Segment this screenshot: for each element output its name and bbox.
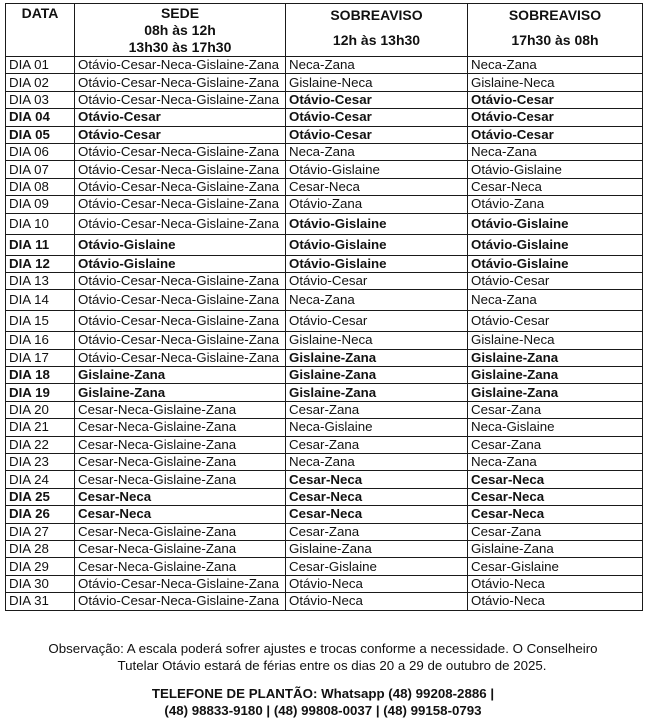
sede-cell: Cesar-Neca-Gislaine-Zana: [75, 523, 286, 540]
sobreaviso-night-cell: Cesar-Zana: [468, 436, 643, 453]
sobreaviso-night-cell: Neca-Zana: [468, 454, 643, 471]
sobreaviso-night-cell: Cesar-Neca: [468, 488, 643, 505]
sobreaviso-midday-cell: Gislaine-Neca: [286, 332, 468, 349]
sobreaviso-night-cell: Neca-Zana: [468, 57, 643, 74]
sobreaviso-midday-cell: Neca-Zana: [286, 290, 468, 311]
sede-cell: Otávio-Cesar-Neca-Gislaine-Zana: [75, 213, 286, 234]
table-row: [6, 74, 643, 91]
observation-line-1: Observação: A escala poderá sofrer ajustes e trocas conforme a necessidade. O Conselheiro: [48, 641, 598, 656]
sede-cell: Cesar-Neca-Gislaine-Zana: [75, 540, 286, 557]
sobreaviso-night-cell: Gislaine-Zana: [468, 540, 643, 557]
sobreaviso-night-cell: Cesar-Gislaine: [468, 558, 643, 575]
sede-cell: Otávio-Cesar: [75, 109, 286, 126]
sede-cell: Otávio-Cesar-Neca-Gislaine-Zana: [75, 178, 286, 195]
sobreaviso-night-cell: Gislaine-Neca: [468, 74, 643, 91]
header-sede-time2: 13h30 às 17h30: [128, 39, 232, 55]
sobreaviso-night-cell: Otávio-Gislaine: [468, 255, 643, 272]
date-cell: DIA 14: [6, 290, 75, 311]
sobreaviso-midday-cell: Cesar-Zana: [286, 523, 468, 540]
table-row: [6, 575, 643, 592]
sede-cell: Otávio-Cesar: [75, 126, 286, 143]
table-row: [6, 143, 643, 160]
sede-cell: Otávio-Cesar-Neca-Gislaine-Zana: [75, 57, 286, 74]
duty-phone-info: [0, 685, 646, 719]
table-row: [6, 311, 643, 332]
table-row: [6, 506, 643, 523]
sobreaviso-midday-cell: Cesar-Gislaine: [286, 558, 468, 575]
header-sede-time1: 08h às 12h: [144, 22, 216, 38]
header-data: [6, 4, 75, 57]
sobreaviso-midday-cell: Otávio-Cesar: [286, 91, 468, 108]
duty-phone-line-1: TELEFONE DE PLANTÃO: Whatsapp (48) 99208-2886 |: [151, 686, 495, 701]
sede-cell: Otávio-Cesar-Neca-Gislaine-Zana: [75, 74, 286, 91]
sobreaviso-midday-cell: Cesar-Neca: [286, 488, 468, 505]
table-row: [6, 540, 643, 557]
sede-cell: Cesar-Neca-Gislaine-Zana: [75, 471, 286, 488]
sede-cell: Otávio-Gislaine: [75, 255, 286, 272]
sobreaviso-night-cell: Otávio-Gislaine: [468, 161, 643, 178]
table-row: [6, 419, 643, 436]
sobreaviso-midday-cell: Cesar-Neca: [286, 471, 468, 488]
date-cell: DIA 23: [6, 454, 75, 471]
sede-cell: Otávio-Cesar-Neca-Gislaine-Zana: [75, 161, 286, 178]
header-data-label: DATA: [21, 5, 59, 21]
date-cell: DIA 26: [6, 506, 75, 523]
sobreaviso-midday-cell: Gislaine-Zana: [286, 349, 468, 366]
date-cell: DIA 18: [6, 367, 75, 384]
sobreaviso-midday-cell: Gislaine-Zana: [286, 540, 468, 557]
table-row: [6, 349, 643, 366]
schedule-table: [5, 3, 643, 611]
sobreaviso-midday-cell: Otávio-Cesar: [286, 126, 468, 143]
date-cell: DIA 06: [6, 143, 75, 160]
sobreaviso-night-cell: Otávio-Gislaine: [468, 213, 643, 234]
table-row: [6, 367, 643, 384]
table-row: [6, 384, 643, 401]
sobreaviso-night-cell: Gislaine-Neca: [468, 332, 643, 349]
sede-cell: Cesar-Neca-Gislaine-Zana: [75, 401, 286, 418]
date-cell: DIA 15: [6, 311, 75, 332]
sede-cell: Otávio-Cesar-Neca-Gislaine-Zana: [75, 349, 286, 366]
sobreaviso-midday-cell: Neca-Zana: [286, 454, 468, 471]
sobreaviso-night-cell: Otávio-Gislaine: [468, 234, 643, 255]
date-cell: DIA 07: [6, 161, 75, 178]
sobreaviso-night-cell: Cesar-Neca: [468, 471, 643, 488]
header-sobreaviso-night: [468, 4, 643, 57]
date-cell: DIA 20: [6, 401, 75, 418]
table-row: [6, 57, 643, 74]
sobreaviso-midday-cell: Gislaine-Neca: [286, 74, 468, 91]
header-sobreaviso-night-title: SOBREAVISO: [508, 7, 602, 23]
sobreaviso-midday-cell: Neca-Gislaine: [286, 419, 468, 436]
sede-cell: Cesar-Neca-Gislaine-Zana: [75, 558, 286, 575]
table-row: [6, 255, 643, 272]
observation-note: [0, 640, 646, 674]
date-cell: DIA 30: [6, 575, 75, 592]
table-row: [6, 332, 643, 349]
table-row: [6, 488, 643, 505]
header-sede-title: SEDE: [160, 5, 200, 21]
table-row: [6, 593, 643, 610]
sobreaviso-midday-cell: Otávio-Cesar: [286, 109, 468, 126]
date-cell: DIA 05: [6, 126, 75, 143]
sede-cell: Otávio-Cesar-Neca-Gislaine-Zana: [75, 196, 286, 213]
sobreaviso-midday-cell: Cesar-Neca: [286, 178, 468, 195]
sobreaviso-night-cell: Cesar-Zana: [468, 523, 643, 540]
sobreaviso-midday-cell: Otávio-Neca: [286, 593, 468, 610]
date-cell: DIA 10: [6, 213, 75, 234]
sobreaviso-night-cell: Gislaine-Zana: [468, 367, 643, 384]
table-row: [6, 272, 643, 289]
table-row: [6, 401, 643, 418]
sobreaviso-midday-cell: Otávio-Cesar: [286, 272, 468, 289]
sobreaviso-night-cell: Neca-Zana: [468, 290, 643, 311]
sobreaviso-night-cell: Gislaine-Zana: [468, 384, 643, 401]
table-row: [6, 436, 643, 453]
sede-cell: Otávio-Cesar-Neca-Gislaine-Zana: [75, 593, 286, 610]
sede-cell: Cesar-Neca-Gislaine-Zana: [75, 419, 286, 436]
table-row: [6, 213, 643, 234]
header-sobreaviso-midday-time: 12h às 13h30: [332, 32, 421, 48]
date-cell: DIA 17: [6, 349, 75, 366]
table-row: [6, 126, 643, 143]
date-cell: DIA 19: [6, 384, 75, 401]
sobreaviso-midday-cell: Neca-Zana: [286, 143, 468, 160]
sobreaviso-night-cell: Cesar-Neca: [468, 506, 643, 523]
table-row: [6, 471, 643, 488]
date-cell: DIA 12: [6, 255, 75, 272]
sobreaviso-midday-cell: Otávio-Neca: [286, 575, 468, 592]
date-cell: DIA 29: [6, 558, 75, 575]
header-sobreaviso-midday-title: SOBREAVISO: [330, 7, 423, 23]
sobreaviso-night-cell: Cesar-Zana: [468, 401, 643, 418]
date-cell: DIA 28: [6, 540, 75, 557]
sobreaviso-night-cell: Otávio-Cesar: [468, 109, 643, 126]
sede-cell: Otávio-Cesar-Neca-Gislaine-Zana: [75, 91, 286, 108]
sede-cell: Cesar-Neca-Gislaine-Zana: [75, 436, 286, 453]
sobreaviso-midday-cell: Otávio-Gislaine: [286, 255, 468, 272]
observation-line-2: Tutelar Otávio estará de férias entre os dias 20 a 29 de outubro de 2025.: [117, 658, 547, 673]
date-cell: DIA 16: [6, 332, 75, 349]
header-sede: [75, 4, 286, 57]
sobreaviso-midday-cell: Cesar-Neca: [286, 506, 468, 523]
sede-cell: Otávio-Cesar-Neca-Gislaine-Zana: [75, 272, 286, 289]
date-cell: DIA 03: [6, 91, 75, 108]
sede-cell: Otávio-Cesar-Neca-Gislaine-Zana: [75, 311, 286, 332]
table-row: [6, 454, 643, 471]
header-row: [6, 4, 643, 57]
date-cell: DIA 08: [6, 178, 75, 195]
sobreaviso-night-cell: Otávio-Neca: [468, 575, 643, 592]
sede-cell: Otávio-Gislaine: [75, 234, 286, 255]
date-cell: DIA 31: [6, 593, 75, 610]
sobreaviso-midday-cell: Cesar-Zana: [286, 436, 468, 453]
sede-cell: Cesar-Neca-Gislaine-Zana: [75, 454, 286, 471]
table-row: [6, 178, 643, 195]
date-cell: DIA 13: [6, 272, 75, 289]
date-cell: DIA 09: [6, 196, 75, 213]
sobreaviso-night-cell: Neca-Zana: [468, 143, 643, 160]
table-row: [6, 161, 643, 178]
table-row: [6, 523, 643, 540]
date-cell: DIA 11: [6, 234, 75, 255]
sobreaviso-night-cell: Otávio-Cesar: [468, 272, 643, 289]
date-cell: DIA 22: [6, 436, 75, 453]
sobreaviso-midday-cell: Cesar-Zana: [286, 401, 468, 418]
header-sobreaviso-night-time: 17h30 às 08h: [511, 32, 599, 48]
sede-cell: Cesar-Neca: [75, 506, 286, 523]
date-cell: DIA 27: [6, 523, 75, 540]
header-sobreaviso-midday: [286, 4, 468, 57]
duty-phone-line-2: (48) 98833-9180 | (48) 99808-0037 | (48) 99158-0793: [164, 703, 482, 718]
sobreaviso-midday-cell: Otávio-Gislaine: [286, 213, 468, 234]
sobreaviso-midday-cell: Gislaine-Zana: [286, 367, 468, 384]
sobreaviso-night-cell: Neca-Gislaine: [468, 419, 643, 436]
sobreaviso-midday-cell: Otávio-Gislaine: [286, 161, 468, 178]
sede-cell: Gislaine-Zana: [75, 384, 286, 401]
sobreaviso-midday-cell: Gislaine-Zana: [286, 384, 468, 401]
sede-cell: Gislaine-Zana: [75, 367, 286, 384]
date-cell: DIA 04: [6, 109, 75, 126]
sobreaviso-night-cell: Otávio-Neca: [468, 593, 643, 610]
sobreaviso-night-cell: Otávio-Zana: [468, 196, 643, 213]
date-cell: DIA 25: [6, 488, 75, 505]
sobreaviso-midday-cell: Neca-Zana: [286, 57, 468, 74]
sobreaviso-midday-cell: Otávio-Gislaine: [286, 234, 468, 255]
date-cell: DIA 21: [6, 419, 75, 436]
sobreaviso-night-cell: Cesar-Neca: [468, 178, 643, 195]
date-cell: DIA 01: [6, 57, 75, 74]
table-row: [6, 234, 643, 255]
sobreaviso-midday-cell: Otávio-Cesar: [286, 311, 468, 332]
sede-cell: Otávio-Cesar-Neca-Gislaine-Zana: [75, 332, 286, 349]
sede-cell: Cesar-Neca: [75, 488, 286, 505]
table-row: [6, 91, 643, 108]
sobreaviso-night-cell: Otávio-Cesar: [468, 126, 643, 143]
table-row: [6, 290, 643, 311]
date-cell: DIA 02: [6, 74, 75, 91]
sobreaviso-night-cell: Gislaine-Zana: [468, 349, 643, 366]
table-row: [6, 196, 643, 213]
sede-cell: Otávio-Cesar-Neca-Gislaine-Zana: [75, 143, 286, 160]
sede-cell: Otávio-Cesar-Neca-Gislaine-Zana: [75, 575, 286, 592]
table-row: [6, 558, 643, 575]
sede-cell: Otávio-Cesar-Neca-Gislaine-Zana: [75, 290, 286, 311]
sobreaviso-night-cell: Otávio-Cesar: [468, 91, 643, 108]
sobreaviso-night-cell: Otávio-Cesar: [468, 311, 643, 332]
table-row: [6, 109, 643, 126]
sobreaviso-midday-cell: Otávio-Zana: [286, 196, 468, 213]
date-cell: DIA 24: [6, 471, 75, 488]
